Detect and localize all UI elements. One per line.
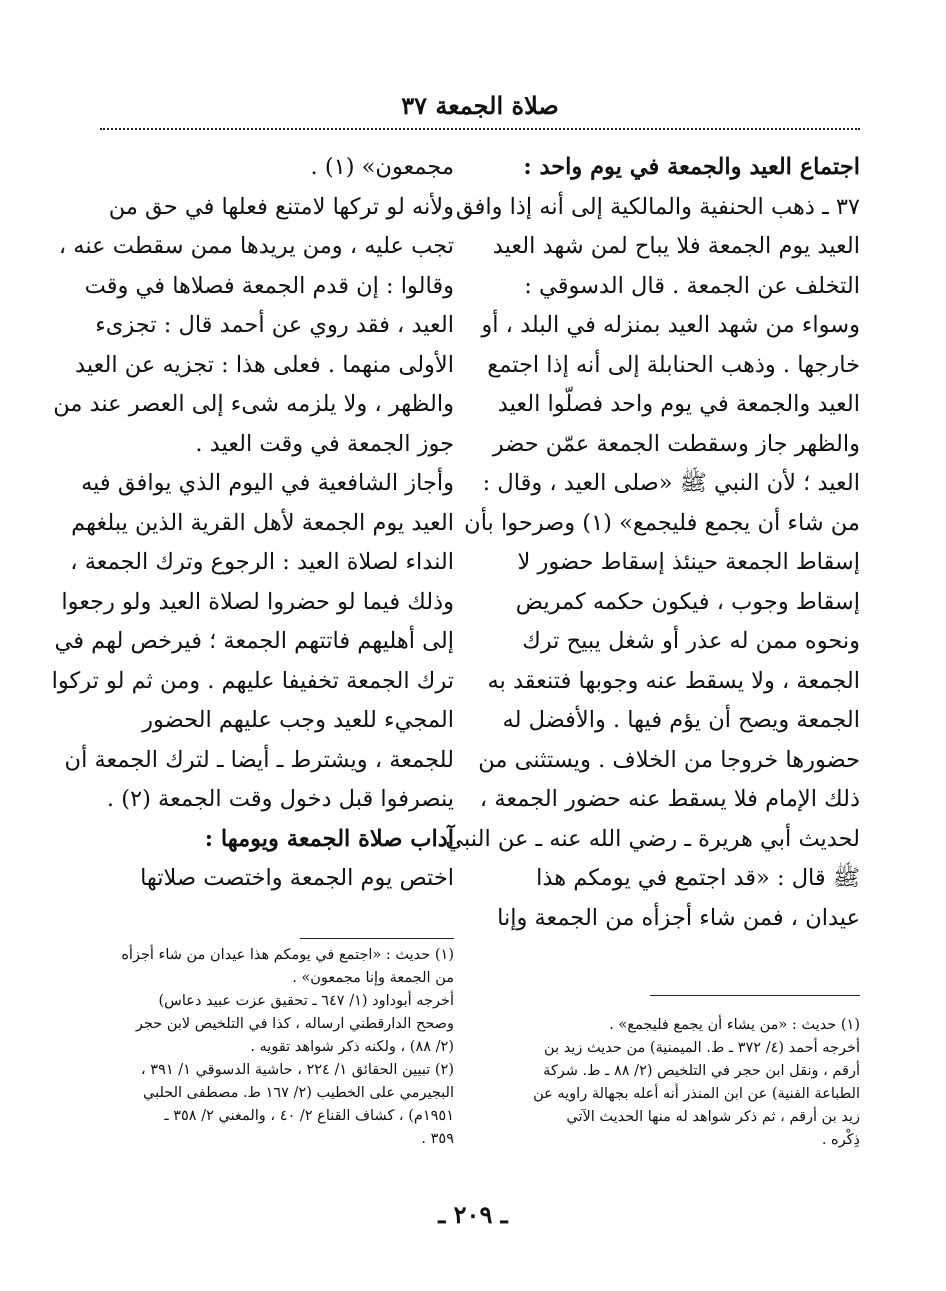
paragraph-continuation: [53, 148, 454, 464]
footnote-rule-left: [300, 938, 454, 939]
text-line: وقالوا : إن قدم الجمعة فصلاها في وقت: [84, 272, 454, 299]
footnotes-right: [497, 1014, 860, 1152]
text-line: اختص يوم الجمعة واختصت صلاتها: [140, 865, 454, 891]
footnote-line: (٢/ ٨٨) ، ولكنه ذكر شواهد تقويه .: [250, 1039, 454, 1055]
text-line: التخلف عن الجمعة . قال الدسوقي :: [524, 272, 860, 299]
section-heading-eid-and-jumuah: [497, 148, 860, 188]
text-line: وسواء من شهد العيد بمنزله في البلد ، أو: [481, 312, 860, 338]
text-line: العيد ؛ لأن النبي ﷺ «صلى العيد ، وقال :: [482, 470, 860, 496]
footnote-line: أخرجه أبوداود (١/ ٦٤٧ ـ تحقيق عزت عبيد دعاس): [158, 993, 454, 1009]
footnote-line: من الجمعة وإنا مجمعون» .: [292, 970, 454, 986]
heading-line: آداب صلاة الجمعة ويومها :: [204, 825, 454, 852]
text-line: العيد والجمعة في يوم واحد فصلّوا العيد: [497, 391, 860, 417]
text-line: لحديث أبي هريرة ـ رضي الله عنه ـ عن النبي: [445, 825, 860, 852]
text-line: النداء لصلاة العيد : الرجوع وترك الجمعة ،: [70, 549, 454, 575]
text-line: جوز الجمعة في وقت العيد .: [195, 430, 454, 457]
text-line: إسقاط وجوب ، فيكون حكمه كمريض: [515, 588, 860, 615]
footnotes-left: [96, 944, 454, 1151]
text-line: ولأنه لو تركها لامتنع فعلها في حق من: [108, 193, 454, 220]
text-line: العيد يوم الجمعة فلا يباح لمن شهد العيد: [492, 233, 860, 259]
text-line: مجمعون» (١) .: [310, 154, 454, 180]
footnote-line: الطباعة الفنية) عن ابن المنذر أنه أعله بجهالة راويه عن: [533, 1086, 860, 1102]
footnote-line: وصحح الدارقطني ارساله ، كذا في التلخيص لابن حجر: [135, 1016, 454, 1032]
left-column: [51, 148, 454, 899]
text-line: ونحوه ممن له عذر أو شغل يبيح ترك: [522, 628, 860, 654]
text-line: وذلك فيما لو حضروا لصلاة العيد ولو رجعوا: [61, 588, 454, 615]
text-line: إلى أهليهم فاتتهم الجمعة ؛ فيرخص لهم في: [54, 628, 454, 654]
text-line: والظهر ، ولا يلزمه شىء إلى العصر عند من: [53, 391, 454, 417]
footnote-line: ١٩٥١م) ، كشاف القناع ٢/ ٤٠ ، والمغني ٢/ ٣٥٨ ـ: [164, 1108, 454, 1124]
right-column: [445, 148, 860, 938]
text-line: ينصرفوا قبل دخول وقت الجمعة (٢) .: [106, 786, 454, 812]
footnote-line: زيد بن أرقم ، ثم ذكر شواهد له منها الحديث الآتي: [566, 1109, 860, 1125]
header-dotted-rule: [100, 128, 860, 130]
footnote-line: أخرجه أحمد (٤/ ٣٧٢ ـ ط. الميمنية) من حديث زيد بن: [544, 1040, 860, 1056]
footnote-rule-right: [650, 995, 860, 996]
footnote-line: ذِكْره .: [821, 1132, 860, 1148]
paragraph-shafii: [51, 464, 454, 820]
text-line: الجمعة ، ولا يسقط عنه وجوبها فتنعقد به: [487, 667, 860, 694]
text-line: ٣٧ ـ ذهب الحنفية والمالكية إلى أنه إذا وافق: [455, 193, 860, 220]
text-line: للجمعة ، ويشترط ـ أيضا ـ لترك الجمعة أن: [64, 746, 454, 773]
text-line: العيد ، فقد روي عن أحمد قال : تجزىء: [95, 312, 454, 338]
text-line: والظهر جاز وسقطت الجمعة عمّن حضر: [492, 430, 860, 457]
text-line: ذلك الإمام فلا يسقط عنه حضور الجمعة ،: [479, 786, 860, 812]
footnote-line: (١) حديث : «من يشاء أن يجمع فليجمع» .: [609, 1017, 860, 1033]
text-line: ﷺ قال : «قد اجتمع في يومكم هذا: [536, 865, 860, 891]
footnote-line: (١) حديث : «اجتمع في يومكم هذا عيدان من شاء أجزأه: [121, 947, 454, 963]
text-line: المجيء للعيد وجب عليهم الحضور: [142, 707, 454, 733]
text-line: حضورها خروجا من الخلاف . ويستثنى من: [478, 746, 860, 773]
footnote-line: ٣٥٩ .: [421, 1131, 454, 1147]
text-line: إسقاط الجمعة حينئذ إسقاط حضور لا: [517, 549, 860, 575]
text-line: العيد يوم الجمعة لأهل القرية الذين يبلغهم: [71, 509, 454, 536]
running-header: صلاة الجمعة ٣٧: [401, 91, 559, 120]
text-line: خارجها . وذهب الحنابلة إلى أنه إذا اجتمع: [487, 351, 860, 378]
paragraph-37: [445, 188, 860, 939]
footnote-line: البجيرمي على الخطيب (٢/ ١٦٧ ط. مصطفى الحلبي: [143, 1085, 454, 1101]
text-line: الجمعة ويصح أن يؤم فيها . والأفضل له: [502, 707, 860, 733]
text-line: من شاء أن يجمع فليجمع» (١) وصرحوا بأن: [464, 509, 860, 536]
section-heading-etiquette: [96, 820, 454, 860]
heading-line: اجتماع العيد والجمعة في يوم واحد :: [523, 154, 860, 180]
text-line: تجب عليه ، ومن يريدها ممن سقطت عنه ،: [58, 233, 454, 259]
page-number: ـ ٢٠٩ ـ: [438, 1200, 508, 1229]
paragraph-etiquette: [96, 859, 454, 899]
text-line: عيدان ، فمن شاء أجزأه من الجمعة وإنا: [497, 904, 860, 931]
text-line: الأولى منهما . فعلى هذا : تجزيه عن العيد: [75, 351, 454, 378]
text-line: ترك الجمعة تخفيفا عليهم . ومن ثم لو تركوا: [51, 667, 454, 694]
footnote-line: أرقم ، ونقل ابن حجر في التلخيص (٢/ ٨٨ ـ ط. شركة: [543, 1063, 860, 1079]
footnote-line: (٢) تبيين الحقائق ١/ ٢٢٤ ، حاشية الدسوقي ١/ ٣٩١ ،: [141, 1062, 454, 1078]
text-line: وأجاز الشافعية في اليوم الذي يوافق فيه: [81, 470, 454, 496]
